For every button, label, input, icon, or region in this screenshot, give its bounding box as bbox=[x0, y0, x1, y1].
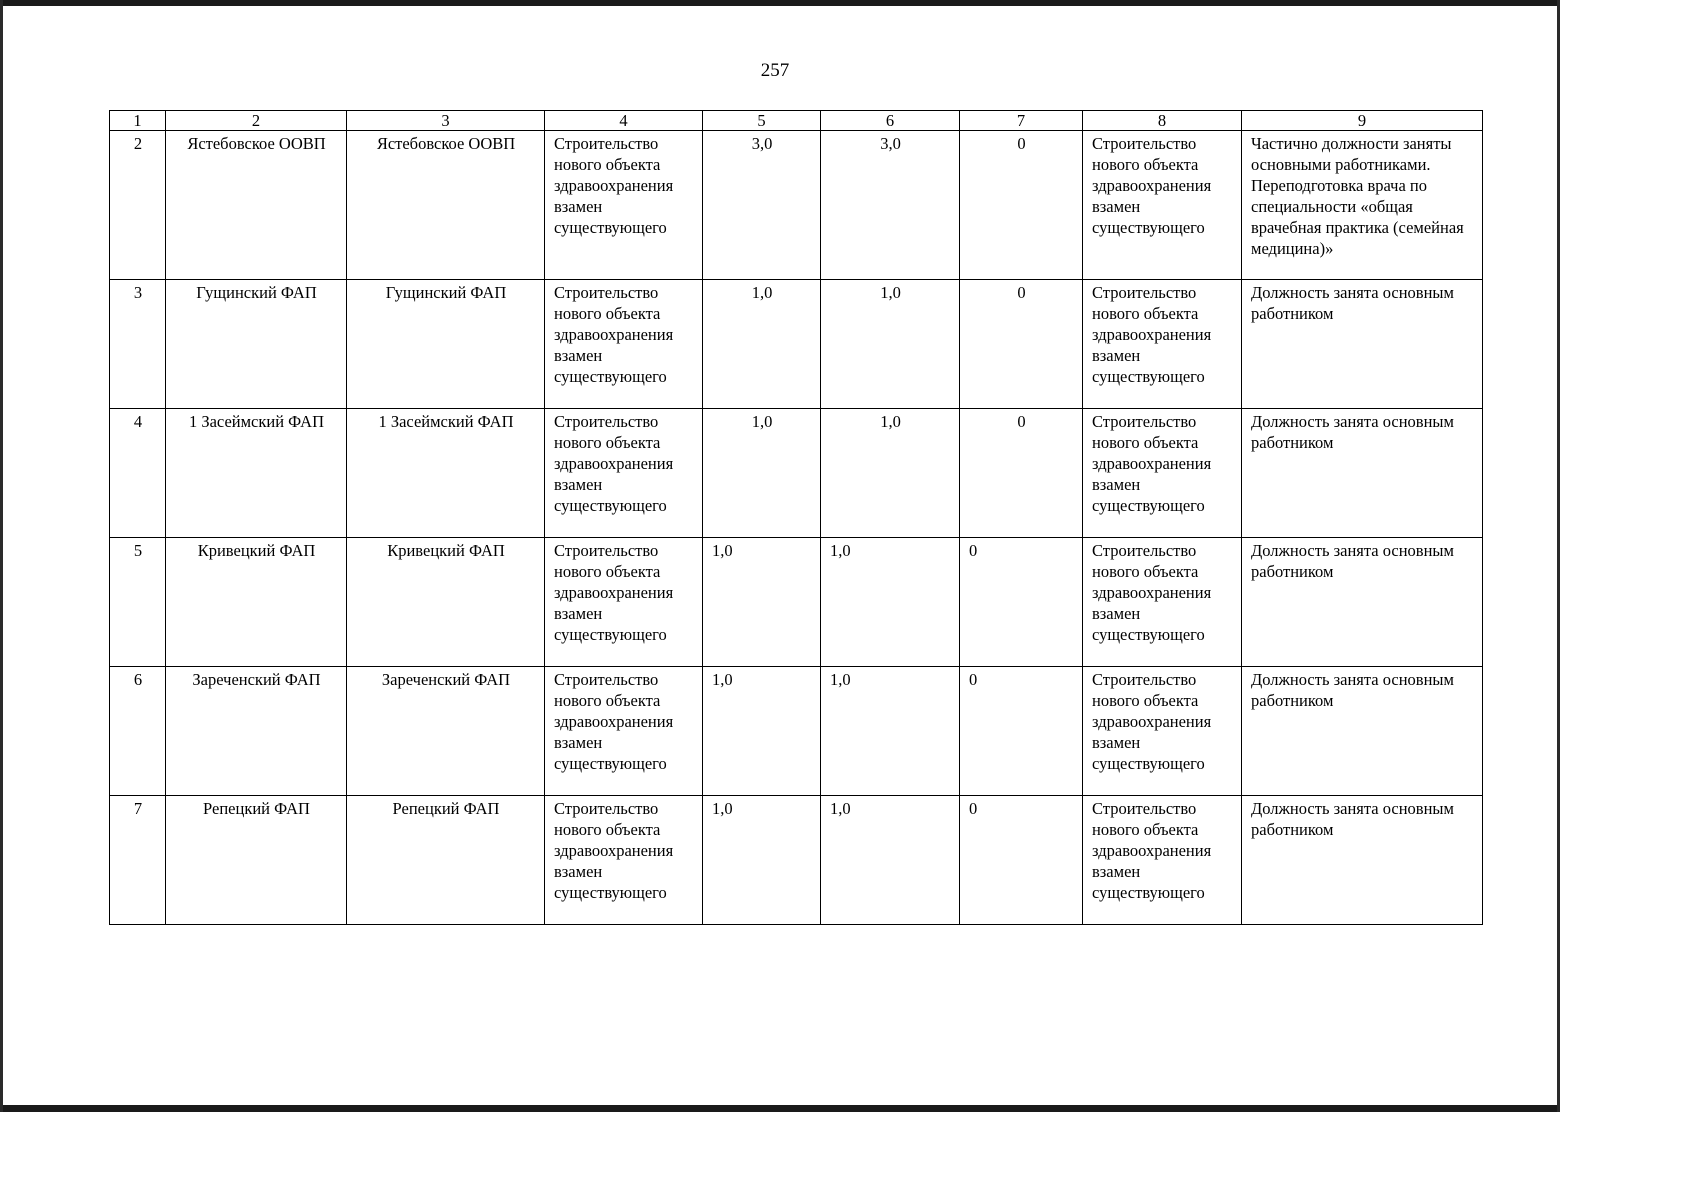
value-col6: 1,0 bbox=[821, 796, 960, 925]
table-header-row bbox=[110, 111, 1483, 131]
value-col7: 0 bbox=[960, 667, 1083, 796]
facility-name: Гущинский ФАП bbox=[166, 280, 347, 409]
header-cell: 7 bbox=[960, 111, 1083, 131]
staff-note: Должность занята основным работником bbox=[1242, 280, 1483, 409]
row-number: 3 bbox=[110, 280, 166, 409]
value-col5: 1,0 bbox=[703, 538, 821, 667]
header-cell: 2 bbox=[166, 111, 347, 131]
facility-name: Зареченский ФАП bbox=[166, 667, 347, 796]
facility-name: Кривецкий ФАП bbox=[166, 538, 347, 667]
table-row bbox=[110, 280, 1483, 409]
facility-object: Кривецкий ФАП bbox=[347, 538, 545, 667]
scan-edge-bottom bbox=[0, 1105, 1560, 1112]
staff-note: Должность занята основным работником bbox=[1242, 409, 1483, 538]
staff-note: Должность занята основным работником bbox=[1242, 796, 1483, 925]
result-action: Строительство нового объекта здравоохранения взамен существующего bbox=[1083, 538, 1242, 667]
scan-edge-left bbox=[0, 0, 3, 1112]
value-col5: 3,0 bbox=[703, 131, 821, 280]
facility-name: Репецкий ФАП bbox=[166, 796, 347, 925]
value-col5: 1,0 bbox=[703, 280, 821, 409]
header-cell: 3 bbox=[347, 111, 545, 131]
table-row bbox=[110, 538, 1483, 667]
row-number: 2 bbox=[110, 131, 166, 280]
table-row bbox=[110, 796, 1483, 925]
planned-action: Строительство нового объекта здравоохранения взамен существующего bbox=[545, 280, 703, 409]
staff-note: Частично должности заняты основными работниками. Переподготовка врача по специальности «общая врачебная практика (семейная медицина)» bbox=[1242, 131, 1483, 280]
result-action: Строительство нового объекта здравоохранения взамен существующего bbox=[1083, 131, 1242, 280]
row-number: 4 bbox=[110, 409, 166, 538]
header-cell: 9 bbox=[1242, 111, 1483, 131]
facility-object: Репецкий ФАП bbox=[347, 796, 545, 925]
planned-action: Строительство нового объекта здравоохранения взамен существующего bbox=[545, 131, 703, 280]
row-number: 6 bbox=[110, 667, 166, 796]
value-col6: 1,0 bbox=[821, 667, 960, 796]
scan-edge-top bbox=[0, 0, 1560, 6]
value-col5: 1,0 bbox=[703, 667, 821, 796]
value-col6: 1,0 bbox=[821, 538, 960, 667]
staff-note: Должность занята основным работником bbox=[1242, 538, 1483, 667]
value-col5: 1,0 bbox=[703, 409, 821, 538]
value-col7: 0 bbox=[960, 280, 1083, 409]
facility-object: Гущинский ФАП bbox=[347, 280, 545, 409]
planned-action: Строительство нового объекта здравоохранения взамен существующего bbox=[545, 409, 703, 538]
page-number: 257 bbox=[760, 60, 790, 81]
value-col7: 0 bbox=[960, 538, 1083, 667]
planned-action: Строительство нового объекта здравоохранения взамен существующего bbox=[545, 796, 703, 925]
planned-action: Строительство нового объекта здравоохранения взамен существующего bbox=[545, 538, 703, 667]
header-cell: 4 bbox=[545, 111, 703, 131]
value-col6: 1,0 bbox=[821, 280, 960, 409]
header-cell: 5 bbox=[703, 111, 821, 131]
value-col7: 0 bbox=[960, 409, 1083, 538]
staff-note: Должность занята основным работником bbox=[1242, 667, 1483, 796]
facility-object: 1 Засеймский ФАП bbox=[347, 409, 545, 538]
result-action: Строительство нового объекта здравоохранения взамен существующего bbox=[1083, 409, 1242, 538]
document-table bbox=[109, 110, 1483, 925]
row-number: 7 bbox=[110, 796, 166, 925]
header-cell: 6 bbox=[821, 111, 960, 131]
header-cell: 1 bbox=[110, 111, 166, 131]
result-action: Строительство нового объекта здравоохранения взамен существующего bbox=[1083, 667, 1242, 796]
result-action: Строительство нового объекта здравоохранения взамен существующего bbox=[1083, 280, 1242, 409]
table-row bbox=[110, 409, 1483, 538]
header-cell: 8 bbox=[1083, 111, 1242, 131]
value-col6: 1,0 bbox=[821, 409, 960, 538]
value-col6: 3,0 bbox=[821, 131, 960, 280]
facility-name: Ястебовское ООВП bbox=[166, 131, 347, 280]
facility-object: Ястебовское ООВП bbox=[347, 131, 545, 280]
facility-object: Зареченский ФАП bbox=[347, 667, 545, 796]
scan-edge-right bbox=[1557, 0, 1560, 1112]
result-action: Строительство нового объекта здравоохранения взамен существующего bbox=[1083, 796, 1242, 925]
row-number: 5 bbox=[110, 538, 166, 667]
planned-action: Строительство нового объекта здравоохранения взамен существующего bbox=[545, 667, 703, 796]
facility-name: 1 Засеймский ФАП bbox=[166, 409, 347, 538]
value-col7: 0 bbox=[960, 131, 1083, 280]
value-col5: 1,0 bbox=[703, 796, 821, 925]
table-row bbox=[110, 667, 1483, 796]
table-row bbox=[110, 131, 1483, 280]
value-col7: 0 bbox=[960, 796, 1083, 925]
